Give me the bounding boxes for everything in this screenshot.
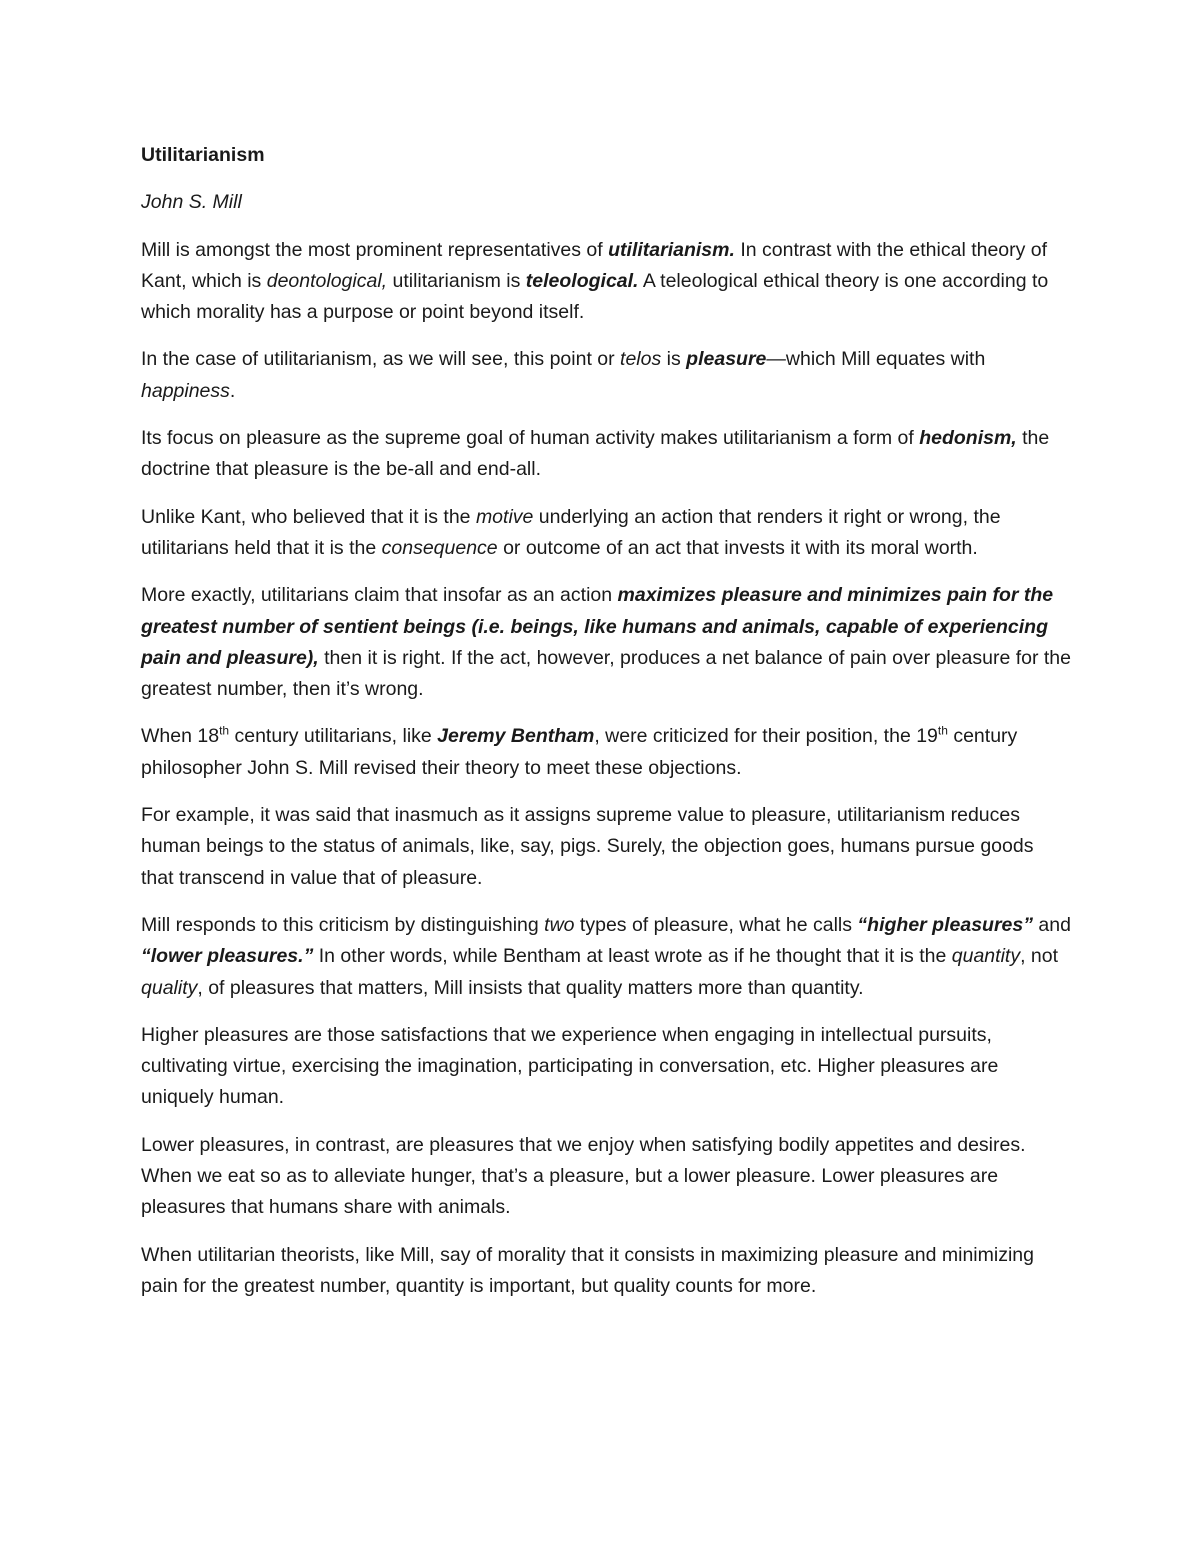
term-quality: quality bbox=[141, 976, 198, 999]
paragraph-2: In the case of utilitarianism, as we will see, this point or telos is pleasure—which Mill equates with happiness. bbox=[141, 348, 986, 402]
term-consequence: consequence bbox=[381, 536, 498, 559]
term-telos: telos bbox=[620, 348, 662, 371]
emphasis-maximizes-pleasure: maximizes pleasure and minimizes pain for the greatest number of sentient beings (i.e. beings, like humans and animals, capable of experiencing pain and pleasure), bbox=[141, 584, 1054, 669]
paragraph-4: Unlike Kant, who believed that it is the motive underlying an action that renders it right or wrong, the utilitarians held that it is the consequence or outcome of an act that invests it with its moral worth. bbox=[141, 505, 1001, 559]
paragraph-7: For example, it was said that inasmuch as it assigns supreme value to pleasure, utilitarianism reduces human beings to the status of animals, like, say, pigs. Surely, the objection goes, humans pursue goods that transcend in value that of pleasure. bbox=[141, 804, 1034, 889]
document-author: John S. Mill bbox=[141, 191, 242, 214]
paragraph-5: More exactly, utilitarians claim that insofar as an action maximizes pleasure and minimizes pain for the greatest number of sentient beings (i.e. beings, like humans and animals, capable of experiencing pain and pleasure), then it is right. If the act, however, produces a net balance of pain over pleasure for the greatest number, then it’s wrong. bbox=[141, 584, 1072, 701]
paragraph-10: Lower pleasures, in contrast, are pleasures that we enjoy when satisfying bodily appetites and desires. When we eat so as to alleviate hunger, that’s a pleasure, but a lower pleasure. Lower pleasures are pleasures that humans share with animals. bbox=[141, 1133, 1026, 1219]
term-motive: motive bbox=[475, 505, 534, 528]
term-two: two bbox=[544, 913, 575, 936]
document-title: Utilitarianism bbox=[141, 144, 265, 166]
term-jeremy-bentham: Jeremy Bentham bbox=[437, 725, 595, 748]
paragraph-6: When 18th century utilitarians, like Jeremy Bentham, were criticized for their position, the 19th century philosopher John S. Mill revised their theory to meet these objections. bbox=[141, 723, 1018, 779]
paragraph-11: When utilitarian theorists, like Mill, say of morality that it consists in maximizing pleasure and minimizing pain for the greatest number, quantity is important, but quality counts for more. bbox=[141, 1243, 1034, 1297]
paragraph-1: Mill is amongst the most prominent representatives of utilitarianism. In contrast with the ethical theory of Kant, which is deontological, utilitarianism is teleological. A teleological ethical theory is one according to which morality has a purpose or point beyond itself. bbox=[141, 238, 1049, 324]
term-deontological: deontological, bbox=[266, 269, 388, 292]
paragraph-9: Higher pleasures are those satisfactions that we experience when engaging in intellectual pursuits, cultivating virtue, exercising the imagination, participating in conversation, etc. Higher pleasures are uniquely human. bbox=[141, 1023, 999, 1109]
term-happiness: happiness bbox=[141, 379, 230, 402]
term-teleological: teleological. bbox=[525, 269, 639, 292]
term-pleasure: pleasure bbox=[686, 348, 767, 371]
term-lower-pleasures: “lower pleasures.” bbox=[141, 945, 314, 968]
term-utilitarianism: utilitarianism. bbox=[608, 238, 735, 261]
term-hedonism: hedonism, bbox=[919, 427, 1017, 450]
paragraph-3: Its focus on pleasure as the supreme goal of human activity makes utilitarianism a form of hedonism, the doctrine that pleasure is the be-all and end-all. bbox=[141, 427, 1050, 481]
paragraph-8: Mill responds to this criticism by distinguishing two types of pleasure, what he calls “higher pleasures” and “lower pleasures.” In other words, while Bentham at least wrote as if he thought that it is the quantity, not quality, of pleasures that matters, Mill insists that quality matters more than quantity. bbox=[141, 913, 1071, 999]
term-higher-pleasures: “higher pleasures” bbox=[857, 913, 1033, 936]
term-quantity: quantity bbox=[951, 945, 1021, 968]
document-body bbox=[141, 140, 1071, 1318]
